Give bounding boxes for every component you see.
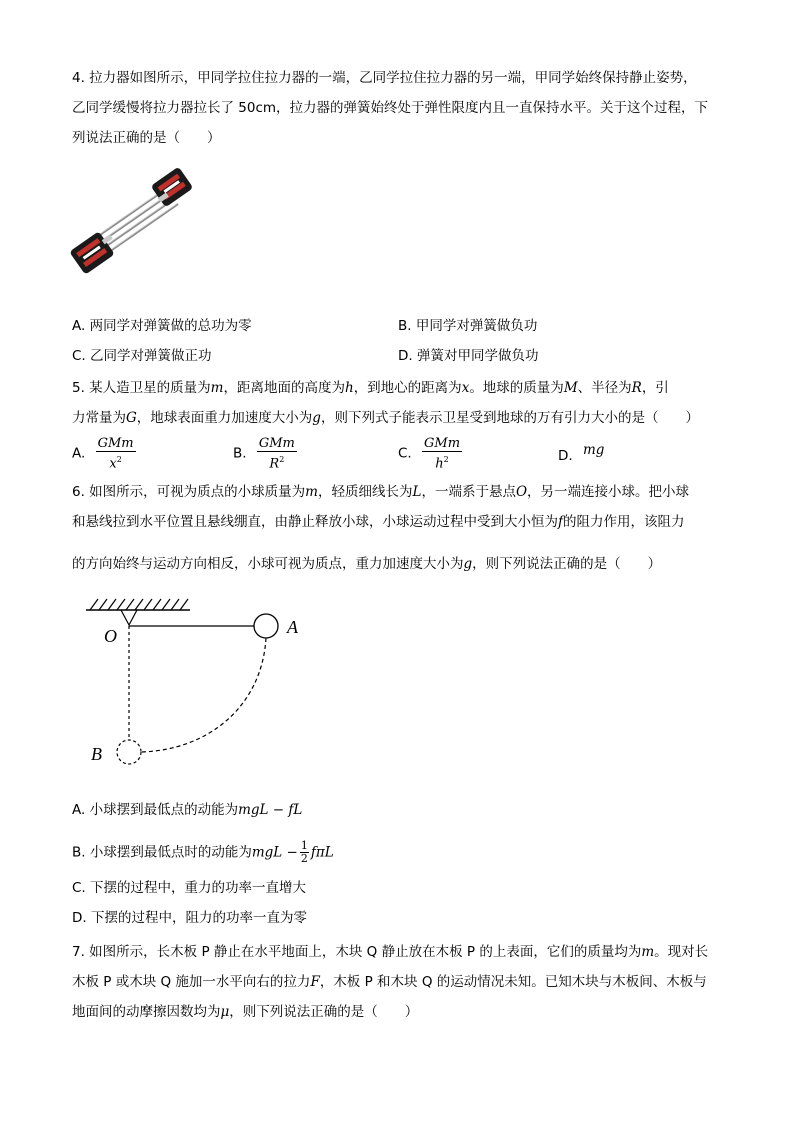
pendulum-figure bbox=[80, 595, 320, 775]
q5-stem-line-2: 力常量为G，地球表面重力加速度大小为g，则下列式子能表示卫星受到地球的万有引力大小的是（ ） bbox=[72, 410, 699, 426]
q6-option-a: A. 小球摆到最低点的动能为mgL − fL bbox=[72, 802, 303, 818]
q5-option-b: B. $\frac{\text{GMm}}{R^2}$ bbox=[233, 436, 295, 472]
ball-a bbox=[254, 614, 278, 638]
swing-arc bbox=[141, 638, 266, 752]
q6-stem-line-2: 和悬线拉到水平位置且悬线绷直，由静止释放小球，小球运动过程中受到大小恒为f的阻力作用，该阻力 bbox=[72, 514, 685, 530]
q7-stem-line-1: 7. 如图所示，长木板 P 静止在水平地面上，木块 Q 静止放在木板 P 的上表面，它们的质量均为m。现对长 bbox=[72, 944, 709, 960]
q6-stem-line-1: 6. 如图所示，可视为质点的小球质量为m，轻质细线长为L，一端系于悬点O，另一端连接小球。把小球 bbox=[72, 484, 690, 500]
q5-option-d: D. mg bbox=[558, 442, 605, 464]
q4-option-d: D. 弹簧对甲同学做负功 bbox=[398, 348, 539, 364]
q4-stem-line-2: 乙同学缓慢将拉力器拉长了 50cm，拉力器的弹簧始终处于弹性限度内且一直保持水平。关于这个过程，下 bbox=[72, 100, 709, 116]
q7-stem-line-2: 木板 P 或木块 Q 施加一水平向右的拉力F，木板 P 和木块 Q 的运动情况未知。已知木块与木板间、木板与 bbox=[72, 974, 707, 990]
q6-stem-line-3: 的方向始终与运动方向相反，小球可视为质点，重力加速度大小为g，则下列说法正确的是（ ） bbox=[72, 556, 662, 572]
label-b: B bbox=[91, 744, 102, 764]
q5-option-c: C. $\frac{\text{GMm}}{h^2}$ bbox=[398, 436, 461, 472]
q6-option-b: B. 小球摆到最低点时的动能为mgL − $\frac{1}{2}$ fπL bbox=[72, 839, 334, 865]
label-a: A bbox=[287, 617, 298, 637]
q5-option-a: A. $\frac{\text{GMm}}{x^2}$ bbox=[72, 436, 134, 472]
label-o: O bbox=[104, 626, 117, 646]
q4-option-c: C. 乙同学对弹簧做正功 bbox=[72, 348, 212, 364]
chest-expander-figure bbox=[70, 165, 200, 270]
q5-stem-line-1: 5. 某人造卫星的质量为m，距离地面的高度为h，到地心的距离为x。地球的质量为M、半径为R，引 bbox=[72, 380, 669, 396]
q4-option-a: A. 两同学对弹簧做的总功为零 bbox=[72, 318, 252, 334]
pivot-mark bbox=[121, 610, 137, 625]
ball-b bbox=[117, 740, 141, 764]
q4-stem-line-1: 4. 拉力器如图所示，甲同学拉住拉力器的一端，乙同学拉住拉力器的另一端，甲同学始终保持静止姿势， bbox=[72, 70, 697, 86]
q7-stem-line-3: 地面间的动摩擦因数均为μ，则下列说法正确的是（ ） bbox=[72, 1004, 419, 1020]
q6-option-d: D. 下摆的过程中，阻力的功率一直为零 bbox=[72, 910, 307, 926]
q4-option-b: B. 甲同学对弹簧做负功 bbox=[398, 318, 538, 334]
q4-stem-line-3: 列说法正确的是（ ） bbox=[72, 130, 221, 146]
q6-option-c: C. 下摆的过程中，重力的功率一直增大 bbox=[72, 880, 307, 896]
